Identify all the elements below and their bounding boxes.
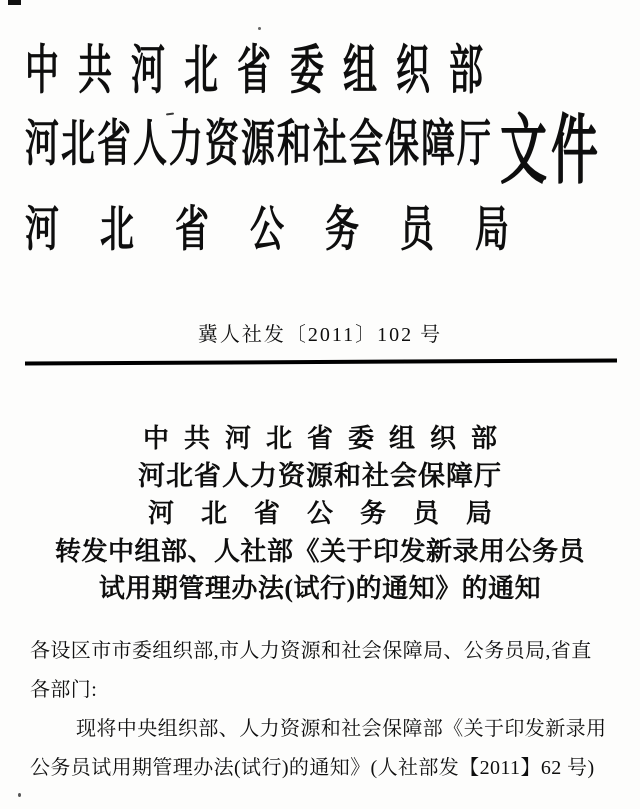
title-line-5 bbox=[0, 570, 640, 608]
letterhead-org-line-2: 河北省人力资源和社会保障厅 bbox=[25, 118, 493, 173]
title-line-1-text: 中共河北省委组织部 bbox=[142, 424, 512, 453]
scan-speck bbox=[166, 112, 174, 115]
letterhead-org-line-3: 河北省公务员局 bbox=[25, 204, 550, 257]
letterhead-divider-rule bbox=[25, 358, 617, 365]
title-line-3 bbox=[0, 495, 640, 533]
scan-artifact-corner bbox=[8, 0, 21, 5]
letterhead-org-line-1: 中共河北省委组织部 bbox=[25, 42, 502, 101]
title-line-4 bbox=[0, 533, 640, 571]
title-line-2 bbox=[0, 458, 640, 496]
body-paragraph-line-1: 现将中央组织部、人力资源和社会保障部《关于印发新录用 bbox=[76, 718, 607, 740]
reference-number: 冀人社发〔2011〕102 号 bbox=[197, 324, 443, 346]
title-line-5-text: 试用期管理办法(试行)的通知》的通知 bbox=[98, 574, 542, 603]
body-salutation-line-1: 各设区市市委组织部,市人力资源和社会保障局、公务员局,省直 bbox=[30, 640, 592, 662]
scan-speck bbox=[18, 793, 21, 797]
scan-speck bbox=[258, 27, 261, 30]
title-line-4-text: 转发中组部、人社部《关于印发新录用公务员 bbox=[54, 536, 585, 566]
body-paragraph-line-2: 公务员试用期管理办法(试行)的通知》(人社部发【2011】62 号) bbox=[30, 757, 595, 779]
title-line-1 bbox=[0, 420, 640, 458]
document-title bbox=[0, 420, 640, 608]
title-line-3-text: 河北省公务员局 bbox=[147, 499, 519, 528]
letterhead-doc-type-label: 文件 bbox=[500, 110, 602, 195]
body-salutation-line-2: 各部门: bbox=[30, 679, 98, 701]
document-body bbox=[30, 632, 618, 788]
title-line-2-text: 河北省人力资源和社会保障厅 bbox=[138, 460, 502, 491]
